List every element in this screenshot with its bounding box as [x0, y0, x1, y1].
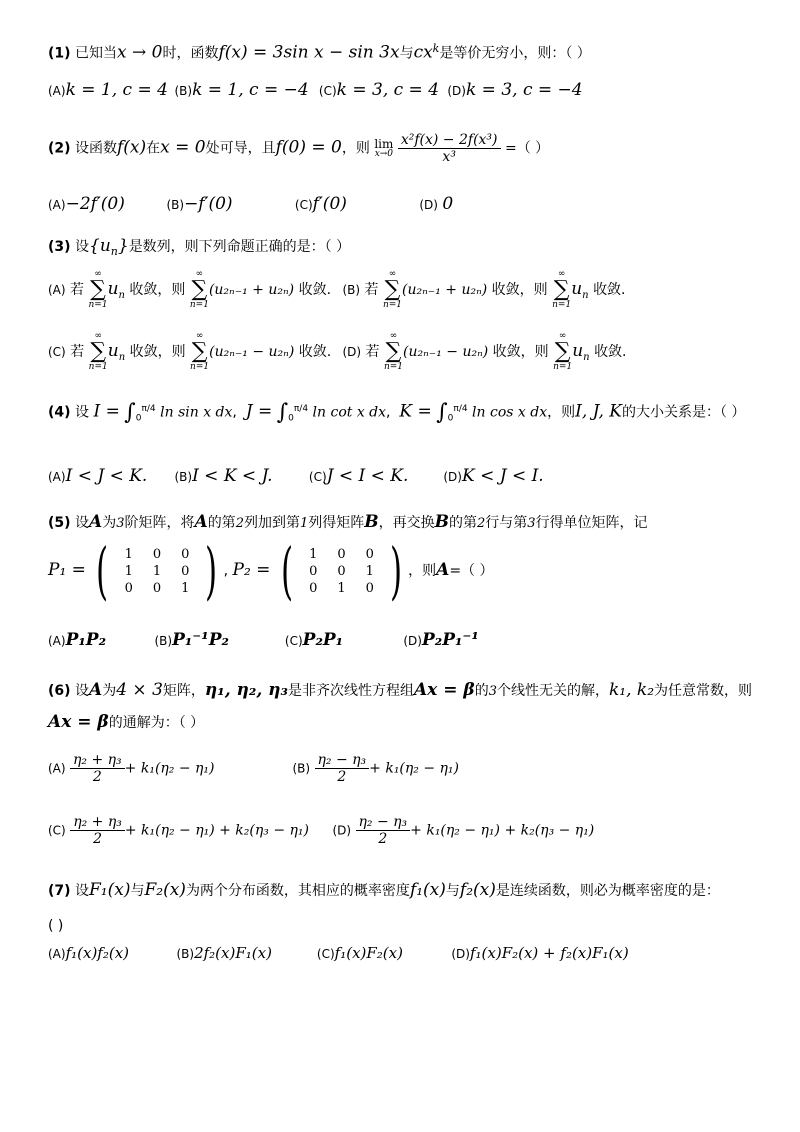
denominator: 2 — [93, 831, 102, 847]
option-expression: I < J < K. — [65, 466, 148, 486]
option-expression: f′(0) — [312, 194, 347, 214]
math: A — [194, 512, 208, 532]
sum-lower: n=1 — [88, 300, 108, 310]
option-label: (C) — [48, 823, 66, 838]
text: 收敛. — [298, 282, 332, 298]
math: I = — [93, 401, 120, 422]
sum-lower: n=1 — [383, 362, 404, 372]
text: 时，函数 — [162, 45, 219, 62]
sigma: ∑ — [191, 277, 208, 302]
math: n — [110, 244, 118, 258]
option-expression: 2f₂(x)F₁(x) — [194, 944, 272, 962]
text: 行得单位矩阵，记 — [535, 515, 648, 531]
matrix-label: P₂ = — [232, 560, 271, 580]
option-c[interactable] — [48, 332, 338, 372]
option-expression: + k₁(η₂ − η₁) + k₂(η₃ − η₁) — [410, 822, 595, 839]
text: 收敛. — [594, 344, 627, 360]
sigma: ∑ — [191, 339, 208, 364]
option-expression: k = 3, c = 4 — [336, 80, 440, 100]
option-d[interactable] — [443, 466, 543, 486]
text: 收敛，则 — [129, 282, 186, 298]
fraction — [315, 752, 370, 785]
matrix-cell: 0 — [124, 580, 133, 596]
text: 的通解为：（ ） — [108, 715, 205, 731]
math: x → 0 — [117, 42, 163, 63]
math: ln cos x dx — [472, 404, 548, 421]
text: 收敛. — [593, 282, 626, 298]
option-expression: k = 1, c = 4 — [65, 80, 168, 100]
option-expression: P₁P₂ — [65, 630, 107, 650]
upper-limit: π/4 — [141, 403, 156, 414]
option-expression: I < K < J. — [192, 466, 273, 486]
math: k₁, k₂ — [608, 680, 655, 700]
question-number: (4) — [48, 404, 71, 421]
math: F₁(x) — [89, 880, 131, 900]
text: 若 — [70, 344, 85, 360]
upper-limit: π/4 — [453, 403, 468, 414]
text: 为任意常数，则 — [654, 683, 753, 699]
matrix-cell: 0 — [365, 546, 374, 562]
option-d[interactable] — [342, 332, 626, 372]
limit-operator — [374, 138, 393, 159]
matrix-cell: 1 — [124, 546, 133, 562]
option-expression: k = 3, c = −4 — [465, 80, 583, 100]
option-d[interactable] — [447, 80, 582, 100]
matrix-cell: 1 — [365, 563, 374, 579]
math: k — [432, 42, 440, 55]
text: 若 — [364, 282, 379, 298]
text: 设 — [75, 883, 89, 899]
option-label: (D) — [451, 947, 470, 961]
math: u — [107, 279, 119, 299]
text: 设 — [75, 404, 89, 421]
question-5-stem — [48, 512, 760, 532]
math: A — [89, 512, 103, 532]
option-label: (B) — [292, 761, 311, 776]
text: 设函数 — [75, 140, 117, 157]
option-label: (A) — [48, 283, 66, 297]
sigma: ∑ — [90, 339, 107, 364]
question-2-options — [48, 194, 760, 214]
math: Ax = β — [48, 712, 109, 732]
question-1-options — [48, 80, 760, 100]
upper-limit: π/4 — [293, 403, 309, 414]
option-label: (A) — [48, 634, 66, 648]
math: A — [89, 680, 103, 700]
sum-symbol — [190, 270, 209, 310]
option-b[interactable] — [292, 752, 459, 785]
option-expression: 0 — [442, 194, 454, 214]
sum-lower: n=1 — [553, 362, 573, 372]
denominator: 2 — [92, 769, 102, 785]
math: η₁, η₂, η₃ — [204, 680, 288, 700]
numerator: η₂ − η₃ — [315, 752, 370, 769]
matrix-cell: 1 — [309, 546, 318, 562]
sum-upper: ∞ — [94, 269, 102, 279]
sigma: ∑ — [553, 277, 570, 302]
sum-upper: ∞ — [388, 269, 397, 279]
option-a[interactable] — [48, 80, 170, 100]
sigma: ∑ — [90, 277, 106, 302]
question-2-stem — [48, 132, 760, 165]
numerator: η₂ − η₃ — [356, 814, 411, 831]
question-7-paren — [48, 918, 760, 934]
sum-symbol — [89, 332, 108, 372]
math: ln cot x dx — [312, 404, 387, 421]
math: B — [364, 512, 379, 532]
lim-text: lim — [374, 137, 394, 151]
option-label: (C) — [48, 345, 66, 359]
text: 矩阵， — [162, 683, 205, 699]
text: 处可导，且 — [205, 140, 276, 157]
text: =（ ） — [449, 563, 494, 579]
math: ln sin x dx — [160, 404, 233, 421]
option-expression: f₁(x)F₂(x) + f₂(x)F₁(x) — [469, 944, 629, 962]
fraction — [70, 814, 125, 847]
math: I, J, K — [575, 401, 622, 422]
text: 个线性无关的解， — [496, 683, 609, 699]
sigma: ∑ — [384, 277, 401, 302]
option-expression: P₂P₁ — [302, 630, 344, 650]
math: u — [571, 279, 583, 299]
text: 若 — [365, 344, 380, 360]
math: n — [118, 289, 125, 301]
text: 是连续函数，则必为概率密度的是： — [495, 883, 720, 899]
matrix-cell: 0 — [309, 563, 318, 579]
math: (u₂ₙ₋₁ + u₂ₙ) — [208, 282, 295, 298]
right-paren: ) — [205, 534, 218, 607]
option-expression: K < J < I. — [461, 466, 544, 486]
question-6-options-cd — [48, 814, 760, 847]
text: 在 — [146, 140, 161, 157]
text: =（ ） — [504, 140, 550, 157]
option-b[interactable] — [176, 944, 312, 962]
math: A — [436, 560, 450, 580]
integral-sign: ∫ — [124, 400, 136, 425]
option-expression: −2f′(0) — [65, 194, 125, 214]
question-5-matrices: P₁ = ( 1 0 0 1 1 0 0 0 1 ) , P₂ = ( 1 0 0 0 0 1 0 1 0 ) ，则A=（ ） — [48, 534, 494, 607]
text: 收敛，则 — [492, 344, 549, 360]
text: 与 — [399, 45, 414, 62]
sum-lower: n=1 — [382, 300, 403, 310]
math: 2 — [477, 516, 486, 531]
sigma: ∑ — [554, 339, 571, 364]
option-label: (D) — [403, 634, 422, 648]
integral-sign: ∫ — [436, 400, 448, 425]
option-label: (C) — [316, 947, 335, 961]
text: 收敛. — [298, 344, 332, 360]
math: 4 × 3 — [116, 680, 163, 700]
option-label: (B) — [174, 84, 193, 98]
option-c[interactable] — [309, 466, 439, 486]
math: Ax = β — [413, 680, 475, 700]
question-3-stem — [48, 236, 760, 258]
option-a[interactable] — [48, 194, 162, 214]
math: 3 — [116, 516, 125, 531]
option-expression: + k₁(η₂ − η₁) — [369, 760, 459, 777]
option-d[interactable] — [403, 630, 479, 650]
sum-upper: ∞ — [94, 331, 102, 341]
option-label: (A) — [48, 84, 66, 98]
matrix-cell: 1 — [152, 563, 162, 579]
sum-upper: ∞ — [557, 269, 566, 279]
matrix-cell: 0 — [365, 580, 374, 596]
text: 设 — [75, 239, 89, 255]
question-6-stem — [48, 680, 760, 700]
math: F₂(x) — [144, 880, 186, 900]
denominator: 2 — [378, 831, 388, 847]
math: f(x) = 3sin x − sin 3x — [218, 42, 400, 63]
math: } — [117, 236, 129, 256]
sum-upper: ∞ — [195, 269, 204, 279]
option-d[interactable] — [451, 944, 628, 962]
numerator: η₂ + η₃ — [70, 814, 125, 831]
math: 3 — [488, 684, 497, 699]
matrix-cell: 0 — [152, 546, 162, 562]
math: B — [434, 512, 449, 532]
option-expression: k = 1, c = −4 — [192, 80, 309, 100]
option-label: (D) — [447, 84, 466, 98]
math: n — [583, 351, 590, 363]
question-5-options — [48, 630, 760, 650]
matrix-cell: 0 — [337, 563, 346, 579]
question-6-options-ab — [48, 752, 760, 785]
question-1-stem — [48, 42, 760, 63]
text: 列得矩阵 — [308, 515, 365, 531]
text: 的大小关系是：（ ） — [621, 404, 746, 421]
math: f₁(x) — [409, 880, 446, 900]
option-a[interactable] — [48, 630, 150, 650]
option-expression: J < I < K. — [326, 466, 409, 486]
sum-symbol — [190, 332, 209, 372]
denominator: x³ — [442, 149, 456, 165]
sum-lower: n=1 — [189, 300, 209, 310]
lower-limit: 0 — [135, 413, 142, 424]
text: 的第 — [207, 515, 236, 531]
lower-limit: 0 — [288, 413, 294, 424]
sum-lower: n=1 — [88, 362, 108, 372]
option-label: (B) — [342, 283, 361, 297]
option-expression: + k₁(η₂ − η₁) + k₂(η₃ − η₁) — [124, 822, 309, 839]
fraction — [356, 814, 411, 847]
option-label: (B) — [176, 947, 195, 961]
option-a[interactable] — [48, 466, 170, 486]
text: 的第 — [449, 515, 477, 531]
option-expression: + k₁(η₂ − η₁) — [124, 760, 215, 777]
option-label: (A) — [48, 470, 66, 484]
question-number: (5) — [48, 515, 71, 531]
sigma: ∑ — [385, 339, 402, 364]
question-6-stem-cont — [48, 712, 760, 732]
sum-upper: ∞ — [389, 331, 398, 341]
math: (u₂ₙ₋₁ + u₂ₙ) — [402, 282, 488, 298]
left-paren: ( — [96, 534, 109, 607]
option-label: (A) — [48, 947, 66, 961]
sum-lower: n=1 — [190, 362, 210, 372]
option-expression: −f′(0) — [184, 194, 233, 214]
matrix-label: P₁ = — [48, 560, 86, 580]
option-a[interactable] — [48, 752, 288, 785]
math: 1 — [299, 516, 309, 531]
question-4-options — [48, 466, 760, 486]
option-label: (C) — [308, 470, 327, 484]
option-c[interactable] — [285, 630, 399, 650]
math: n — [118, 351, 126, 363]
math: u — [572, 341, 584, 361]
matrix-cell: 0 — [181, 546, 190, 562]
text: 是数列，则下列命题正确的是：（ ） — [128, 239, 351, 255]
question-3-options-ab — [48, 270, 760, 310]
option-expression: f₁(x)f₂(x) — [65, 944, 130, 962]
text: 为 — [102, 683, 117, 699]
option-a[interactable] — [48, 270, 338, 310]
matrix-p2 — [275, 534, 408, 607]
question-number: (1) — [48, 45, 71, 62]
text: 若 — [70, 282, 85, 298]
question-4-stem: (4) 设 $I = \int_0^{\pi/4}$ ln sin x dx, $J = \int_0^{\pi/4}$ ln cot x dx, $K = \int_0^{\pi/4}$ ln cos x dx，则I, J, K的大小关系是：（ ） — [48, 400, 746, 425]
option-expression: P₂P₁⁻¹ — [421, 630, 479, 650]
option-label: (C) — [294, 198, 313, 212]
option-label: (C) — [318, 84, 337, 98]
sum-symbol — [384, 332, 403, 372]
sum-upper: ∞ — [195, 331, 204, 341]
text: 行与第 — [485, 515, 528, 531]
lim-subscript: x→0 — [374, 149, 394, 159]
math: 2 — [235, 516, 244, 531]
text: 的 — [474, 683, 489, 699]
matrix-cell: 0 — [337, 546, 346, 562]
text: 为 — [102, 515, 117, 531]
sum-lower: n=1 — [552, 300, 572, 310]
option-b[interactable] — [174, 80, 314, 100]
math: x = 0 — [160, 137, 206, 158]
math: 3 — [527, 516, 536, 531]
sum-symbol — [552, 270, 571, 310]
integral-sign: ∫ — [276, 400, 289, 425]
option-label: (A) — [48, 761, 66, 776]
fraction — [398, 132, 501, 165]
text: 为两个分布函数，其相应的概率密度 — [185, 883, 410, 899]
option-c[interactable] — [295, 194, 415, 214]
option-expression: f₁(x)F₂(x) — [334, 944, 403, 962]
option-label: (B) — [154, 634, 173, 648]
option-label: (D) — [342, 345, 362, 359]
denominator: 2 — [337, 769, 347, 785]
matrix-cell: 1 — [124, 563, 133, 579]
math: (u₂ₙ₋₁ − u₂ₙ) — [403, 344, 489, 360]
option-a[interactable] — [48, 944, 172, 962]
option-label: (B) — [174, 470, 193, 484]
sum-symbol — [88, 270, 107, 310]
lower-limit: 0 — [447, 413, 454, 424]
option-label: (A) — [48, 198, 66, 212]
option-b[interactable] — [174, 466, 304, 486]
question-number: (6) — [48, 683, 71, 699]
text: 收敛，则 — [129, 344, 186, 360]
math: {u — [89, 236, 111, 256]
sum-symbol — [553, 332, 572, 372]
text: 阶矩阵，将 — [124, 515, 195, 531]
numerator: η₂ + η₃ — [70, 752, 125, 769]
answer-paren: ( ) — [48, 918, 64, 934]
option-d[interactable] — [419, 194, 453, 214]
option-label: (D) — [332, 823, 352, 838]
matrix-p1 — [90, 534, 223, 607]
matrix-cell: 0 — [152, 580, 162, 596]
text: 设 — [75, 515, 89, 531]
option-c[interactable] — [319, 80, 443, 100]
math: J = — [245, 401, 273, 422]
text: 已知当 — [75, 45, 117, 62]
text: ，则 — [547, 404, 576, 421]
math: cx — [413, 42, 433, 63]
text: 设 — [75, 683, 89, 699]
matrix-cell: 0 — [309, 580, 318, 596]
math: u — [107, 341, 119, 361]
question-7-stem — [48, 880, 760, 900]
text: 收敛，则 — [491, 282, 548, 298]
math: K = — [399, 401, 432, 422]
matrix-cell: 1 — [181, 580, 190, 596]
matrix-cell: 1 — [337, 580, 346, 596]
option-d[interactable] — [332, 814, 594, 847]
text: 是等价无穷小，则：（ ） — [439, 45, 591, 62]
text: 与 — [445, 883, 460, 899]
math: (u₂ₙ₋₁ − u₂ₙ) — [209, 344, 295, 360]
text: 是非齐次线性方程组 — [287, 683, 414, 699]
question-number: (2) — [48, 140, 71, 157]
right-paren: ) — [389, 534, 403, 607]
math: n — [582, 289, 589, 301]
question-number: (3) — [48, 239, 71, 255]
option-c[interactable] — [48, 814, 328, 847]
matrix-cell: 0 — [181, 563, 190, 579]
option-label: (D) — [443, 470, 462, 484]
option-label: (C) — [284, 634, 303, 648]
option-b[interactable] — [154, 630, 280, 650]
text: ，再交换 — [378, 515, 435, 531]
sum-upper: ∞ — [558, 331, 567, 341]
question-number: (7) — [48, 883, 71, 899]
question-7-options — [48, 944, 760, 962]
option-label: (B) — [166, 198, 185, 212]
option-label: (D) — [419, 198, 438, 212]
math: f₂(x) — [459, 880, 496, 900]
question-3-options-cd — [48, 332, 760, 372]
numerator: x²f(x) − 2f(x³) — [398, 132, 501, 149]
text: 与 — [130, 883, 145, 899]
left-paren: ( — [280, 534, 294, 607]
fraction — [70, 752, 125, 785]
sum-symbol — [383, 270, 402, 310]
option-b[interactable] — [342, 270, 625, 310]
text: ，则 — [341, 140, 370, 157]
text: ，则 — [408, 563, 437, 579]
option-expression: P₁⁻¹P₂ — [172, 630, 229, 650]
option-c[interactable] — [317, 944, 447, 962]
math: f(0) = 0 — [275, 137, 342, 158]
option-b[interactable] — [166, 194, 290, 214]
text: 列加到第 — [243, 515, 300, 531]
math: f(x) — [117, 137, 147, 158]
